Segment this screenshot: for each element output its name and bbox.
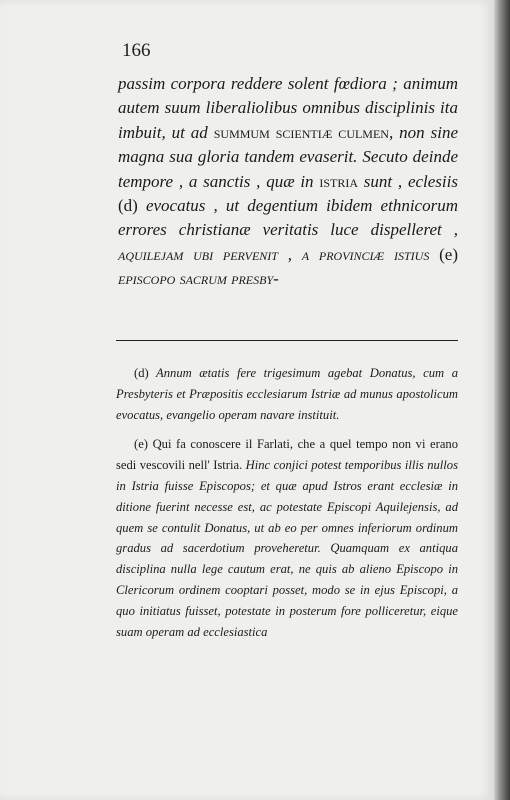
footnote-ref-d[interactable]: (d) <box>118 196 138 216</box>
footnote-text: Hinc conjici potest temporibus illis nullos in Istria fuisse Episcopos; et quæ apud Istros erant ecclesiæ in ditione fuerint necesse est, ac potestate Episcopi Aquilejensis, ad quem se contulit Donatus, ut ab eo per omnes inferiorum ordinum gradus ad sacerdotium proveheretur. Quamquam ex antiqua disciplina nulla lege cautum erat, ne quis ab alieno Episcopo in Clericorum ordinem cooptari posset, modo se in ejus Episcopi, a quo initiatus fuisset, potestate in posterum fore polliceretur, eique suam operam ad ecclesiastica <box>116 458 458 639</box>
main-text-smallcaps: summum scientiæ culmen <box>213 122 389 142</box>
main-text-run: evocatus , ut degentium ibidem ethnicorum errores christianæ veritatis luce dispelleret , <box>118 196 458 240</box>
footnotes-block <box>116 363 458 651</box>
main-text-smallcaps: episcopo sacrum presby- <box>118 269 279 289</box>
main-paragraph <box>118 72 458 292</box>
footnote-marker: (d) <box>134 366 149 380</box>
main-text-run: passim corpora reddere solent fœdiora ; animum autem suum liberaliolibus omnibus disciplinis ita imbuit, ut ad <box>118 74 458 142</box>
footnote-ref-e[interactable]: (e) <box>429 244 458 264</box>
page-number: 166 <box>122 40 151 61</box>
footnote-marker: (e) <box>134 437 148 452</box>
main-text-run: sunt , eclesiis <box>358 171 458 191</box>
main-text-smallcaps: istria <box>319 171 359 191</box>
footnote-e <box>116 434 458 642</box>
main-text-block <box>118 72 458 292</box>
footnote-text: Annum ætatis fere trigesimum agebat Donatus, cum a Presbyteris et Præpositis ecclesiarum Istriæ ad munus apostolicum evocatus, evangelio operam navare instituit. <box>116 366 458 422</box>
footnote-d <box>116 363 458 425</box>
main-text-run: , non sine magna sua gloria tandem evaserit. Secuto deinde tempore , a sanctis , quæ in <box>118 122 458 191</box>
main-text-smallcaps: aquilejam ubi pervenit , a provinciæ istius <box>118 244 430 264</box>
footnote-text: Qui fa conoscere il Farlati, che a quel tempo non vi erano sedi vescovili nell' Istria. <box>116 437 458 473</box>
footnote-divider <box>116 340 458 341</box>
book-spine-shadow <box>494 0 510 800</box>
